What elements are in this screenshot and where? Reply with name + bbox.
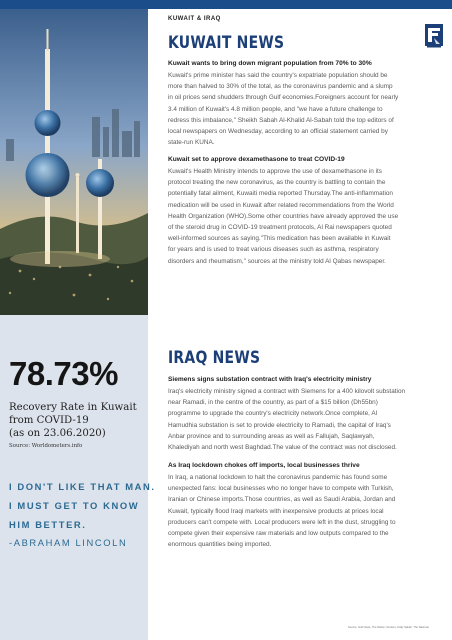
left-sidebar xyxy=(0,315,156,640)
article-line: In Iraq, a national lockdown to halt the coronavirus pandemic has found some xyxy=(168,474,388,481)
article-line: enormous quantities being imported. xyxy=(168,541,272,549)
quote-author: -ABRAHAM LINCOLN xyxy=(9,537,128,548)
article-line: unexpected fans: local businesses who no longer have to compete with Turkish, xyxy=(168,485,394,493)
article-line: Hamudhia substation is set to provide electricity to Ramadi, the capital of Iraq's xyxy=(168,421,391,429)
recovery-rate-caption xyxy=(9,401,141,440)
iraq-article-2 xyxy=(168,462,417,550)
iraq-article-1 xyxy=(168,376,417,453)
article-line: producers can't compete with. Local producers were left in the dust, struggling to xyxy=(168,518,396,526)
article-line: disorders and rheumatism," sources at the ministry told Al Qabas newspaper. xyxy=(168,257,386,265)
article-line: more than halved to 30% of the total, as the coronavirus pandemic and a slump xyxy=(168,83,393,91)
sources-footnote: Source: Gulf News, The Nation, Reuters, Daily Sabah, The National xyxy=(348,626,429,629)
article-line: Kuwait, typically flood Iraqi markets with inexpensive products at prices local xyxy=(168,507,384,515)
kuwait-towers-photo xyxy=(0,9,148,315)
kuwait-article-2 xyxy=(168,156,417,267)
article-line: well-informed sources as saying."This medication has been available in Kuwait xyxy=(168,235,391,243)
article-heading: Siemens signs substation contract with Iraq's electricity ministry xyxy=(168,376,372,383)
quote-line: HIM BETTER. xyxy=(9,519,87,530)
article-line: in oil prices send shudders through Gulf economies.Foreigners account for nearly xyxy=(168,94,399,102)
article-line: medication will be used in Kuwait after related recommendations from the World xyxy=(168,201,394,209)
quote-text xyxy=(9,477,156,534)
article-line: protocol treating the new coronavirus, as the country is battling to contain the xyxy=(168,179,386,187)
article-line: Khalediyah and north west Baghdad.The value of the contract was not disclosed. xyxy=(168,444,397,452)
kuwait-article-1 xyxy=(168,60,417,148)
article-line: Health Organization (WHO).Some other countries have already approved the use xyxy=(168,212,399,220)
caption-line: Recovery Rate in Kuwait xyxy=(9,402,137,413)
article-line: state-run KUNA. xyxy=(168,139,215,147)
article-line: potentially fatal ailment, Kuwaiti media reported Thursday.The anti-inflammation xyxy=(168,190,393,198)
iraq-news-title: IRAQ NEWS xyxy=(168,348,261,368)
article-line: for years and is used to treat various diseases such as asthma, respiratory xyxy=(168,246,379,254)
article-line: Kuwait's Health Ministry intends to approve the use of dexamethasone in its xyxy=(168,168,383,175)
caption-line: from COVID-19 xyxy=(9,415,89,426)
article-line: programme to upgrade the country's electricity network.Once complete, Al xyxy=(168,410,378,418)
article-heading: Kuwait set to approve dexamethasone to treat COVID-19 xyxy=(168,156,345,163)
caption-line: (as on 23.06.2020) xyxy=(9,428,106,439)
article-line: of the steroid drug in COVID-19 treatment protocols, Al Rai newspapers quoted xyxy=(168,224,392,232)
article-line: Iraq's electricity ministry signed a contract with Siemens for a 400 kilovolt substation xyxy=(168,388,406,395)
article-heading: As Iraq lockdown chokes off imports, local businesses thrive xyxy=(168,462,360,469)
top-accent-bar xyxy=(0,0,452,9)
article-line: 3.4 million of Kuwait's 4.8 million people, and "we have a future challenge to xyxy=(168,105,383,113)
article-line: redress this imbalance," Sheikh Sabah Al-Khalid Al-Sabah told the top editors of xyxy=(168,116,394,124)
article-line: near Ramadi, in the centre of the country, as part of a $15 billion (Dh55bn) xyxy=(168,399,378,407)
region-label: KUWAIT & IRAQ xyxy=(168,16,221,22)
stat-source: Source: Worldometers.info xyxy=(9,443,83,449)
recovery-rate-value: 78.73% xyxy=(9,355,118,392)
emblem-logo-icon xyxy=(424,20,444,50)
article-heading: Kuwait wants to bring down migrant population from 70% to 30% xyxy=(168,60,372,67)
quote-line: I MUST GET TO KNOW xyxy=(9,500,140,511)
quote-line: I DON'T LIKE THAT MAN. xyxy=(9,481,156,492)
article-line: local newspapers on Wednesday, according to an official statement carried by xyxy=(168,128,388,136)
article-line: Anbar province and to surrounding areas as well as Fallujah, Saqlawyah, xyxy=(168,432,375,440)
article-line: Kuwait's prime minister has said the country's expatriate population should be xyxy=(168,72,388,79)
article-line: compete given their expensive raw materials and low outputs compared to the xyxy=(168,530,389,538)
kuwait-news-title: KUWAIT NEWS xyxy=(168,33,285,53)
article-line: Iranian or Chinese imports.Those countries, as well as Saudi Arabia, Jordan and xyxy=(168,496,396,504)
